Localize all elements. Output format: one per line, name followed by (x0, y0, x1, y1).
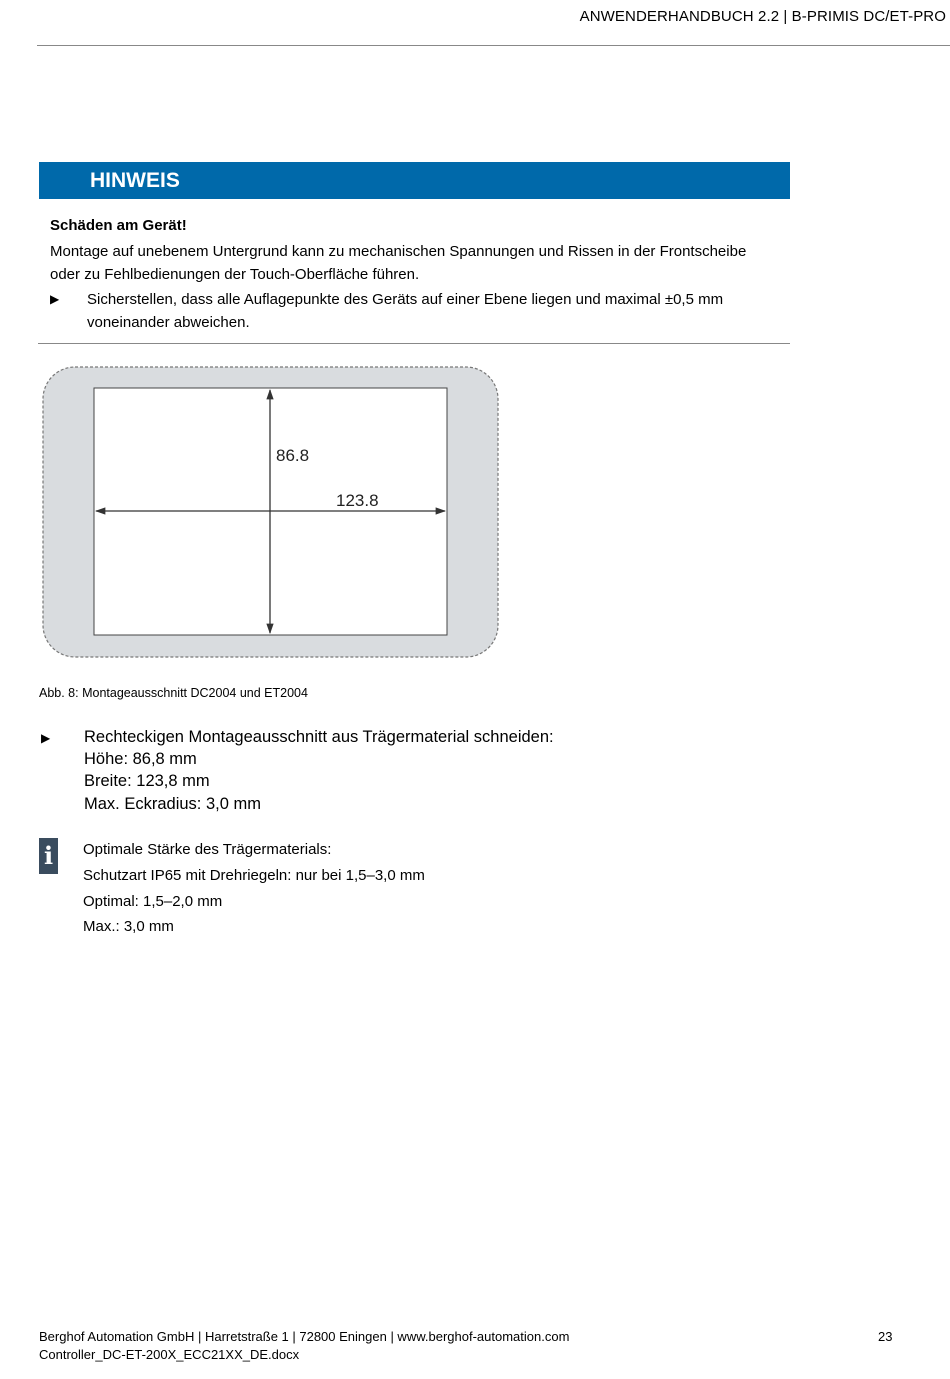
footer-company: Berghof Automation GmbH | Harretstraße 1 | 72800 Eningen | www.berghof-automation.com (39, 1329, 570, 1344)
notice-divider (38, 343, 790, 344)
instruction-text (84, 726, 684, 815)
notice-action-line: voneinander abweichen. (87, 313, 250, 331)
info-line: Optimal: 1,5–2,0 mm (83, 892, 223, 910)
notice-body (50, 241, 790, 286)
info-line: Max.: 3,0 mm (83, 918, 174, 936)
info-text (83, 837, 683, 940)
triangle-right-icon: ▶ (41, 731, 51, 745)
notice-body-line: oder zu Fehlbedienungen der Touch-Oberfläche führen. (50, 265, 420, 283)
instruction-line: Max. Eckradius: 3,0 mm (84, 794, 261, 813)
notice-action-line: Sicherstellen, dass alle Auflagepunkte des Geräts auf einer Ebene liegen und maximal ±0,5 mm (87, 291, 724, 308)
info-line: Optimale Stärke des Trägermaterials: (83, 841, 332, 858)
figure-caption: Abb. 8: Montageausschnitt DC2004 und ET2004 (39, 686, 308, 700)
cutout-drawing (40, 364, 502, 660)
instruction-line: Rechteckigen Montageausschnitt aus Trägermaterial schneiden: (84, 728, 554, 746)
width-label: 123.8 (336, 491, 379, 510)
instruction-line: Breite: 123,8 mm (84, 772, 210, 791)
notice-action-text (87, 289, 787, 334)
info-icon: i (39, 838, 58, 874)
page-number: 23 (878, 1329, 893, 1344)
triangle-right-icon: ▶ (50, 292, 60, 306)
height-label: 86.8 (276, 446, 310, 465)
notice-banner (39, 162, 790, 199)
mounting-cutout-figure (40, 364, 502, 660)
notice-body-line: Montage auf unebenem Untergrund kann zu mechanischen Spannungen und Rissen in der Frontscheibe (50, 243, 747, 260)
info-line: Schutzart IP65 mit Drehriegeln: nur bei 1,5–3,0 mm (83, 866, 425, 884)
footer-filename: Controller_DC-ET-200X_ECC21XX_DE.docx (39, 1347, 300, 1362)
header-divider (37, 45, 950, 46)
document-title: ANWENDERHANDBUCH 2.2 | B-PRIMIS DC/ET-PRO (579, 8, 946, 25)
instruction-line: Höhe: 86,8 mm (84, 750, 197, 769)
notice-label: HINWEIS (90, 169, 180, 192)
notice-heading: Schäden am Gerät! (50, 217, 187, 234)
